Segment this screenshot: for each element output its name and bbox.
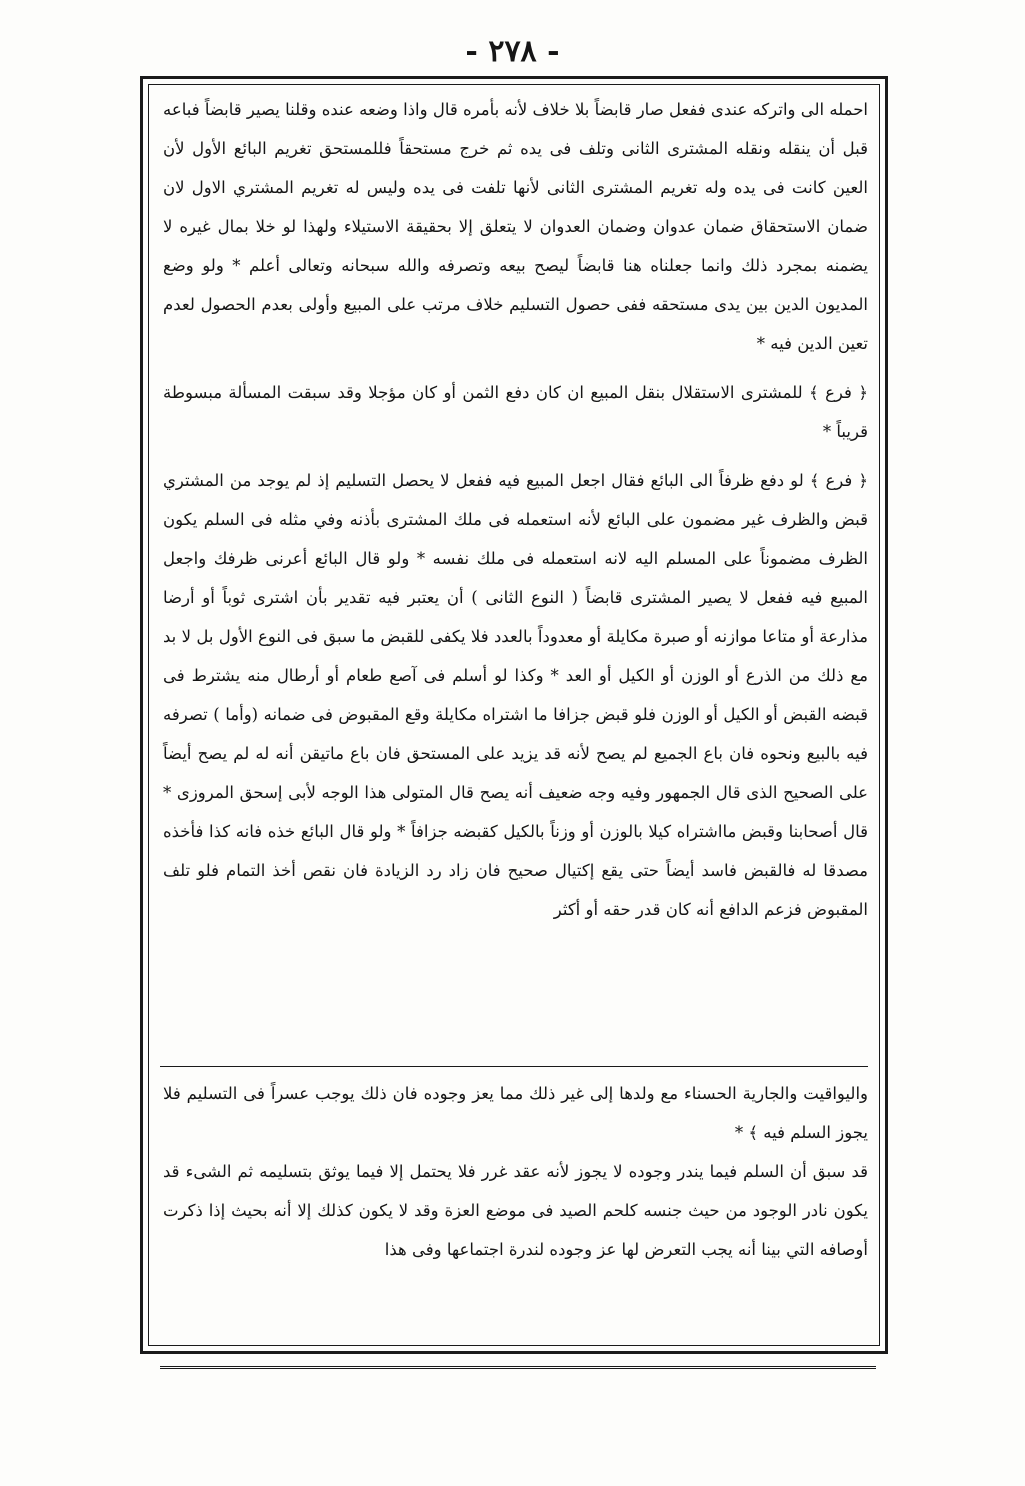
paragraph-branch-2: ﴿ فرع ﴾ لو دفع ظرفاً الى البائع فقال اجعل المبيع فيه ففعل لا يحصل التسليم إذ لم يوجد من المشتري قبض والظرف غير مضمون على البائع لأنه استعمله فى ملك المشترى بأذنه وفي مثله فى السلم يكون الظرف مضموناً على المسلم اليه لانه استعمله فى ملك نفسه * ولو قال البائع أعرنى ظرفك واجعل المبيع فيه ففعل لا يصير المشترى قابضاً ( النوع الثانى ) أن يعتبر فيه تقدير بأن اشترى ثوباً أو أرضا مذارعة أو متاعا موازنه أو صبرة مكايلة أو معدوداً بالعدد فلا يكفى للقبض ما سبق فى النوع الأول بل لا بد مع ذلك من الذرع أو الوزن أو الكيل أو العد * وكذا لو أسلم فى آصع طعام أو أرطال منه يشترط فى قبضه القبض أو الكيل أو الوزن فلو قبض جزافا ما اشتراه مكايلة وقع المقبوض فى ضمانه (وأما ) تصرفه فيه بالبيع ونحوه فان باع الجميع لم يصح لأنه قد يزيد على المستحق فان باع ماتيقن أنه له لم يصح أيضاً على الصحيح الذى قال الجمهور وفيه وجه ضعيف أنه يصح قال المتولى هذا الوجه لأبى إسحق المروزى * قال أصحابنا وقبض مااشتراه كيلا بالوزن أو وزناً بالكيل كقبضه جزافاً * ولو قال البائع خذه فانه كذا فأخذه مصدقا له فالقبض فاسد أيضاً حتى يقع إكتيال صحيح فان زاد رد الزيادة فان نقص أخذ التمام فلو تلف المقبوض فزعم الدافع أنه كان قدر حقه أو أكثر [163,471,868,919]
page-number: - ٢٧٨ - [465,34,560,69]
paragraph-opening: احمله الى واتركه عندى ففعل صار قابضاً بلا خلاف لأنه بأمره قال واذا وضعه عنده وقلنا يصير قابضاً فباعه قبل أن ينقله ونقله المشترى الثانى وتلف فى يده ثم خرج مستحقاً فللمستحق تغريم البائع الأول لأن العين كانت فى يده وله تغريم المشترى الثانى لأنها تلفت فى يده وليس له تغريم المشتري الاول لان ضمان الاستحقاق ضمان عدوان وضمان العدوان لا يتعلق إلا بحقيقة الاستيلاء ولهذا لو خلا بمال غيره لا يضمنه بمجرد ذلك وانما جعلناه هنا قابضاً ليصح بيعه وتصرفه والله سبحانه وتعالى أعلم * ولو وضع المديون الدين بين يدى مستحقه ففى حصول التسليم خلاف مرتب على المبيع وأولى بعدم الحصول لعدم تعين الدين فيه * [163,100,868,353]
main-text [163,90,868,929]
bottom-rule [160,1366,876,1369]
commentary-text [163,1074,868,1269]
commentary-divider [160,1066,868,1067]
commentary-quote: واليواقيت والجارية الحسناء مع ولدها إلى غير ذلك مما يعز وجوده فان ذلك يوجب عسراً فى التسليم فلا يجوز السلم فيه ﴾ * [163,1084,868,1142]
commentary-paragraph: قد سبق أن السلم فيما يندر وجوده لا يجوز لأنه عقد غرر فلا يحتمل إلا فيما يوثق بتسليمه ثم الشىء قد يكون نادر الوجود من حيث جنسه كلحم الصيد فى موضع العزة وقد لا يكون كذلك إلا أنه بحيث إذا ذكرت أوصافه التي بينا أنه يجب التعرض لها عز وجوده لندرة اجتماعها وفى هذا [163,1162,868,1259]
paragraph-branch-1: ﴿ فرع ﴾ للمشترى الاستقلال بنقل المبيع ان كان دفع الثمن أو كان مؤجلا وقد سبقت المسألة مبسوطة قريباً * [163,383,868,441]
